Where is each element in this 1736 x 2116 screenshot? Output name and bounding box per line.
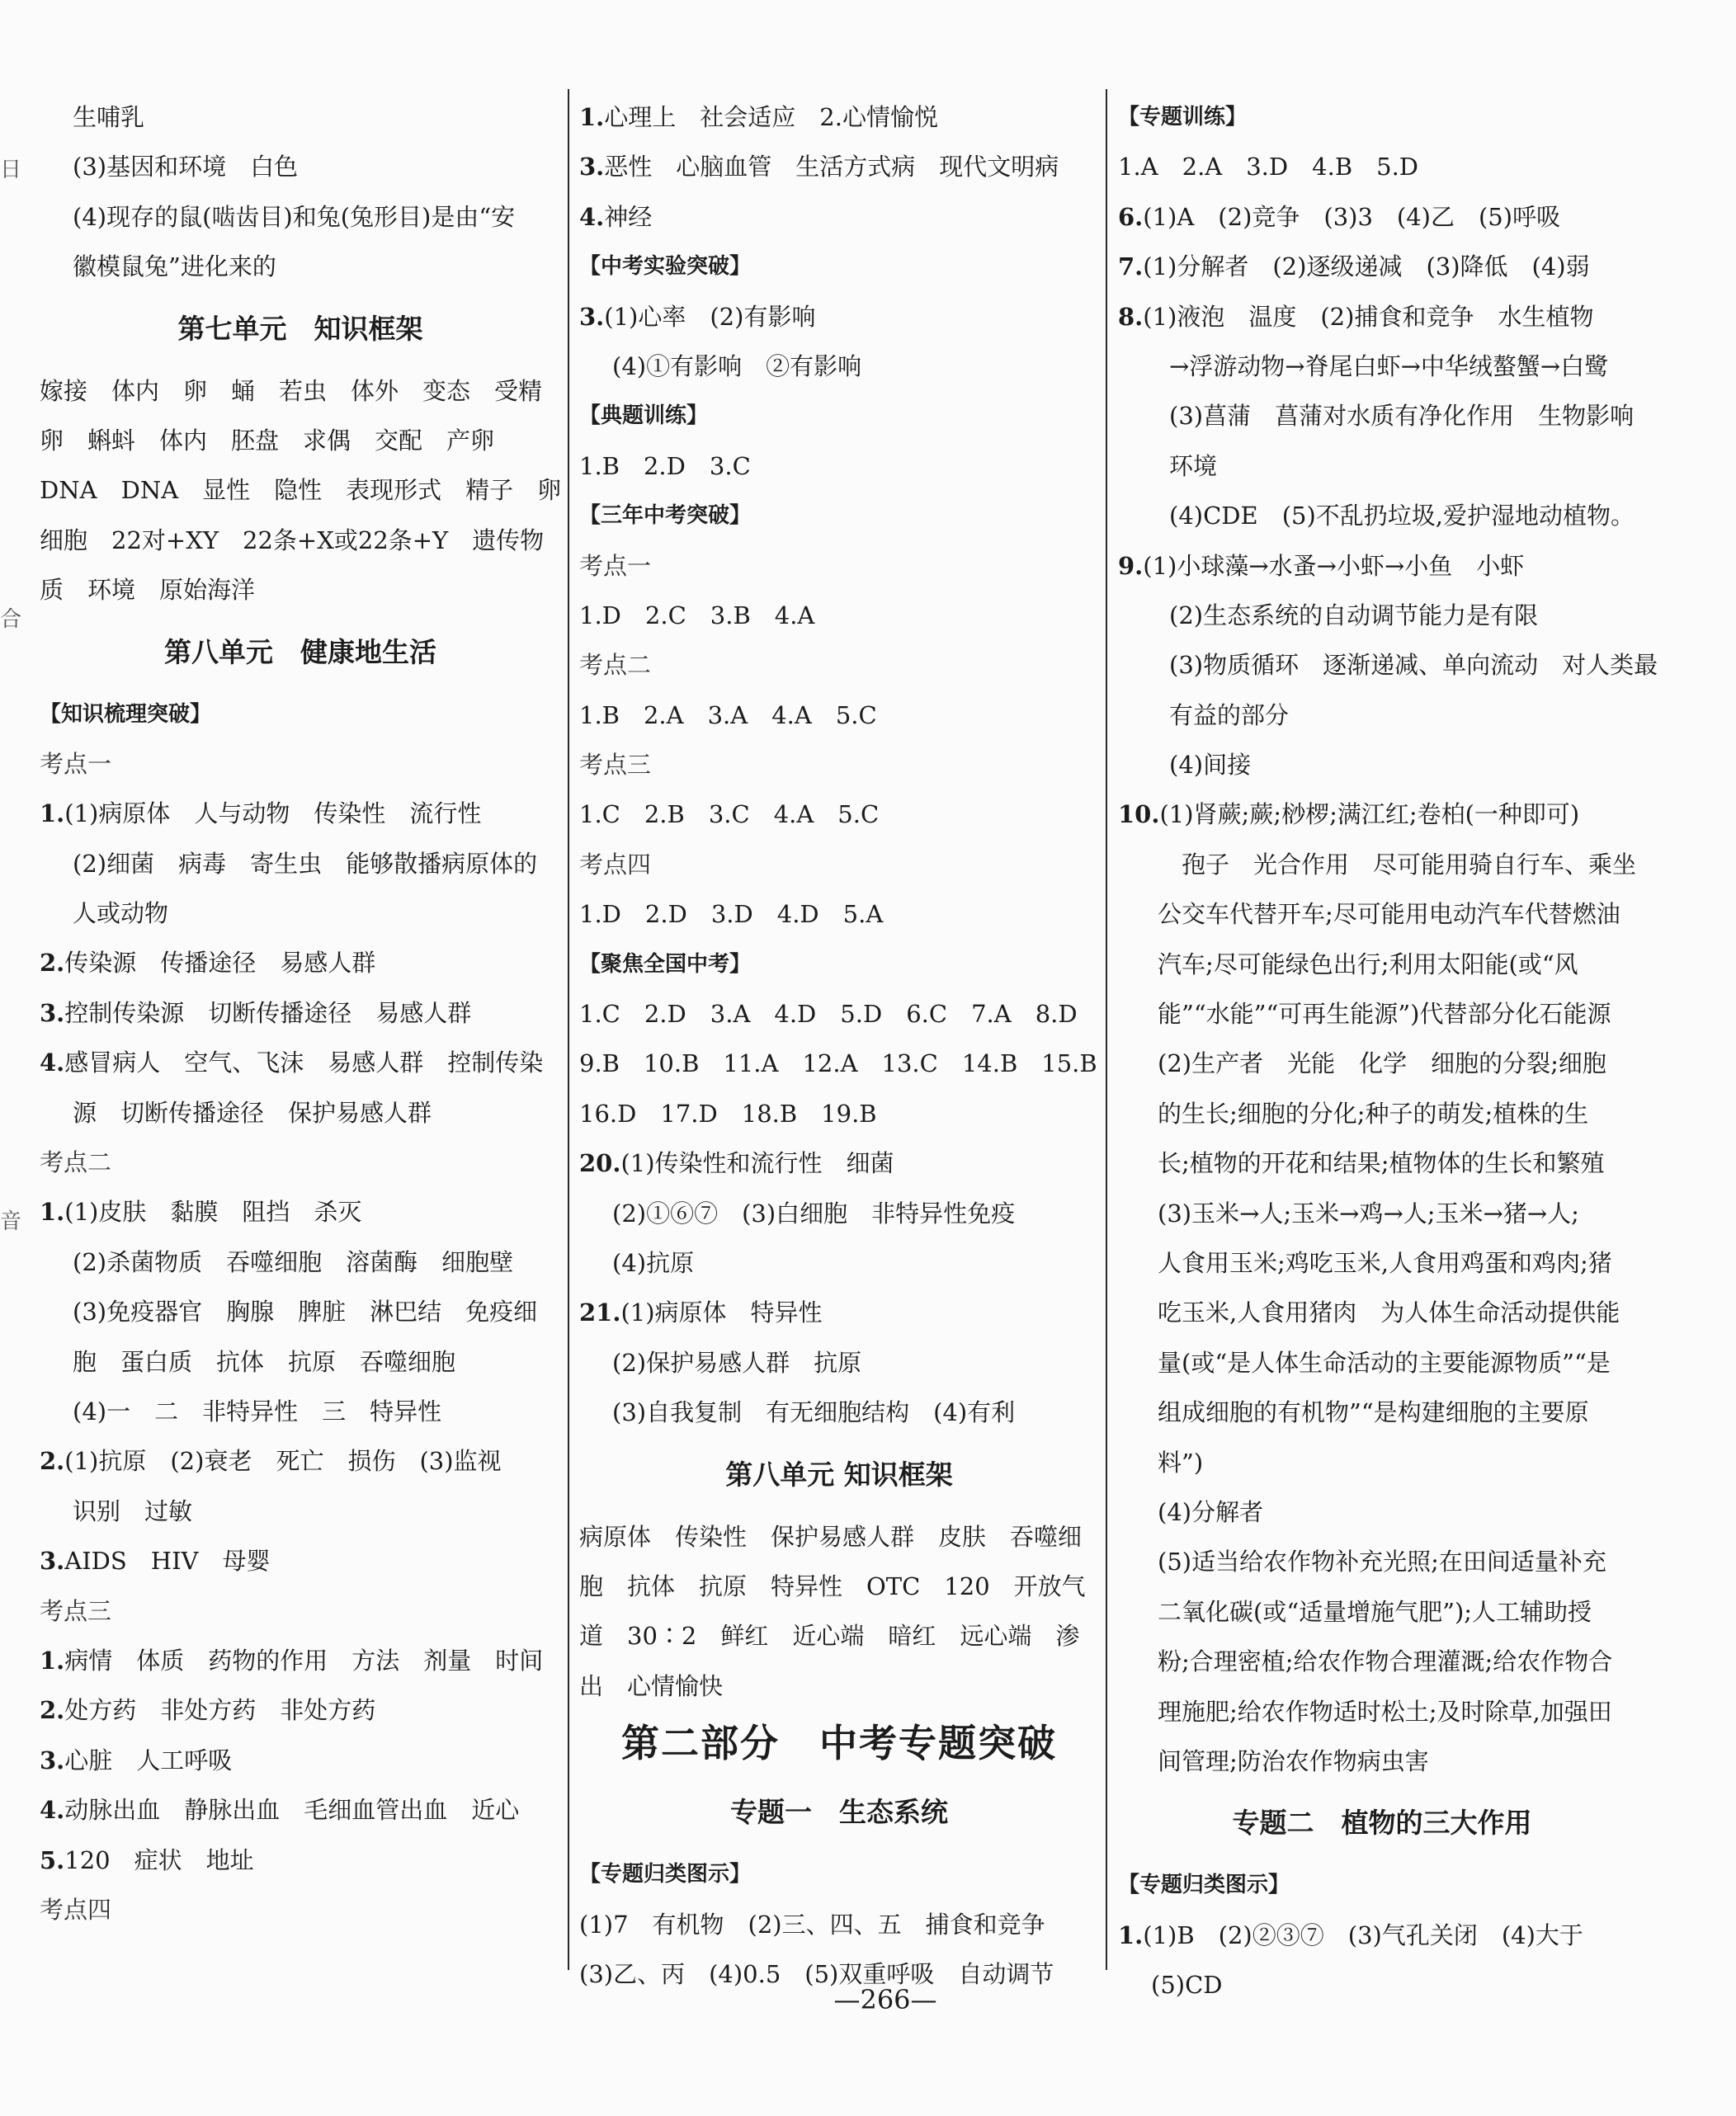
text-line [579, 192, 1099, 242]
text-line [1118, 690, 1646, 740]
line-text: 考点四 [40, 1895, 112, 1924]
text-line [40, 1685, 561, 1735]
line-text: (1)病原体 特异性 [620, 1298, 823, 1327]
kaodian-label [40, 1138, 561, 1187]
kaodian-label [579, 541, 1099, 591]
section-heading [40, 292, 561, 366]
text-line [1118, 789, 1646, 839]
text-line [1118, 889, 1646, 939]
section-heading [579, 1438, 1099, 1512]
text-line [579, 441, 1099, 491]
line-text: 出 心情愉快 [579, 1671, 724, 1700]
line-text: 1.C 2.B 3.C 4.A 5.C [579, 800, 880, 829]
line-text: 控制传染源 切断传播途径 易感人群 [64, 998, 472, 1027]
line-text: (4)现存的鼠(啮齿目)和兔(兔形目)是由“安 [73, 202, 516, 231]
text-line [40, 839, 561, 888]
answer-column-1 [40, 92, 561, 1935]
bracket-heading [579, 1850, 1099, 1899]
line-text: (1)病原体 人与动物 传染性 流行性 [64, 799, 482, 828]
text-line [579, 1900, 1099, 1949]
line-text: 徽模鼠兔”进化来的 [73, 252, 276, 281]
line-text: (1)A (2)竞争 (3)3 (4)乙 (5)呼吸 [1143, 202, 1561, 231]
line-text: 动脉出血 静脉出血 毛细血管出血 近心 [64, 1796, 520, 1825]
question-number: 2. [40, 1696, 65, 1725]
text-line [1118, 1637, 1646, 1686]
line-text: 神经 [604, 202, 653, 231]
text-line [40, 789, 561, 838]
text-line [1118, 1537, 1646, 1586]
text-line [40, 1636, 561, 1685]
line-text: (1)7 有机物 (2)三、四、五 捕食和竞争 [579, 1910, 1045, 1939]
topic-heading [579, 1775, 1099, 1850]
line-text: (1)皮肤 黏膜 阻挡 杀灭 [64, 1198, 362, 1227]
line-text: 1.B 2.D 3.C [579, 451, 751, 480]
line-text: 【典题训练】 [579, 403, 709, 429]
line-text: 理施肥;给农作物适时松土;及时除草,加强田 [1158, 1697, 1612, 1726]
text-line [40, 1038, 561, 1087]
text-line [1118, 1089, 1646, 1138]
line-text: 考点三 [40, 1596, 112, 1625]
text-line [579, 142, 1099, 191]
line-text: (1)分解者 (2)逐级递减 (3)降低 (4)弱 [1143, 252, 1590, 281]
line-text: 【专题归类图示】 [1118, 1873, 1290, 1898]
text-line [1118, 1438, 1646, 1487]
kaodian-label [579, 840, 1099, 889]
question-number: 4. [579, 202, 605, 231]
text-line [40, 1088, 561, 1138]
question-number: 4. [40, 1049, 65, 1077]
line-text: 识别 过敏 [73, 1496, 193, 1525]
question-number: 1. [579, 103, 605, 131]
line-text: 传染源 传播途径 易感人群 [64, 949, 376, 978]
section-heading [40, 615, 561, 690]
text-line [1118, 640, 1658, 690]
text-line [1118, 1039, 1646, 1088]
text-line [579, 92, 1099, 142]
question-number: 7. [1118, 252, 1144, 281]
line-text: 料”) [1158, 1448, 1204, 1477]
bracket-heading [579, 491, 1099, 540]
bracket-heading [579, 391, 1099, 441]
question-number: 1. [40, 1646, 65, 1675]
line-text: 感冒病人 空气、飞沫 易感人群 控制传染 [64, 1049, 544, 1077]
line-text: 16.D 17.D 18.B 19.B [579, 1099, 877, 1128]
line-text: (2)生态系统的自动调节能力是有限 [1169, 601, 1539, 629]
text-line [1118, 1288, 1646, 1337]
question-number: 2. [40, 949, 65, 978]
text-line [40, 888, 561, 938]
line-text: (2)生产者 光能 化学 细胞的分裂;细胞 [1158, 1049, 1606, 1078]
answer-column-2 [579, 92, 1099, 1999]
line-text: (3)基因和环境 白色 [73, 153, 299, 181]
line-text: 【三年中考突破】 [579, 503, 752, 529]
text-line [1118, 1737, 1646, 1786]
text-line [1118, 292, 1646, 342]
text-line [1118, 1388, 1646, 1437]
kaodian-label [40, 1586, 561, 1636]
text-line [40, 416, 561, 465]
question-number: 20. [579, 1149, 621, 1178]
text-line [40, 1736, 561, 1785]
text-line [40, 565, 561, 615]
question-number: 21. [579, 1298, 621, 1327]
text-line [579, 1089, 1099, 1138]
left-edge-fragment: 日 [0, 158, 22, 182]
kaodian-label [40, 739, 561, 789]
text-line [579, 342, 1099, 391]
left-edge-fragment: 音 [0, 1209, 22, 1234]
text-line [40, 1436, 561, 1486]
text-line [1118, 989, 1646, 1039]
line-text: (1)抗原 (2)衰老 死亡 损伤 (3)监视 [64, 1447, 502, 1476]
text-line [579, 789, 1099, 839]
line-text: 量(或“是人体生命活动的主要能源物质”“是 [1158, 1348, 1611, 1377]
text-line [1118, 242, 1646, 291]
column-divider [568, 89, 569, 1970]
text-line [1118, 1911, 1646, 1960]
line-text: 1.C 2.D 3.A 4.D 5.D 6.C 7.A 8.D [579, 1000, 1078, 1029]
line-text: 有益的部分 [1169, 700, 1290, 729]
text-line [40, 988, 561, 1038]
line-text: 考点一 [579, 551, 652, 580]
part-heading [579, 1711, 1099, 1775]
text-line [579, 1338, 1099, 1388]
text-line [1118, 940, 1646, 989]
line-text: 1.A 2.A 3.D 4.B 5.D [1118, 153, 1419, 181]
kaodian-label [40, 1885, 561, 1935]
line-text: 考点四 [579, 850, 652, 879]
line-text: (2)保护易感人群 抗原 [612, 1348, 862, 1377]
line-text: 恶性 心脑血管 生活方式病 现代文明病 [604, 153, 1059, 181]
text-line [40, 192, 561, 242]
text-line [1118, 1189, 1646, 1238]
text-line [579, 591, 1099, 640]
question-number: 1. [40, 799, 65, 828]
line-text: 心脏 人工呼吸 [64, 1746, 233, 1774]
text-line [579, 1388, 1099, 1437]
text-line [1118, 840, 1646, 889]
line-text: 源 切断传播途径 保护易感人群 [73, 1098, 432, 1127]
line-text: 的生长;细胞的分化;种子的萌发;植株的生 [1158, 1099, 1589, 1128]
line-text: DNA DNA 显性 隐性 表现形式 精子 卵 [40, 476, 562, 505]
line-text: 【聚焦全国中考】 [579, 951, 752, 977]
text-line [1118, 1587, 1646, 1637]
line-text: 【专题归类图示】 [579, 1862, 752, 1887]
text-line [579, 1562, 1099, 1611]
text-line [579, 690, 1099, 740]
text-line [40, 938, 561, 987]
text-line [1118, 342, 1646, 391]
line-text: 粉;合理密植;给农作物合理灌溉;给农作物合 [1158, 1647, 1613, 1676]
text-line [40, 1536, 561, 1586]
question-number: 3. [40, 998, 65, 1027]
question-number: 3. [40, 1547, 65, 1576]
left-edge-fragment: 合 [0, 607, 22, 632]
text-line [40, 1287, 561, 1336]
line-text: 心理上 社会适应 2.心情愉悦 [604, 103, 938, 131]
line-text: (2)①⑥⑦ (3)白细胞 非特异性免疫 [612, 1199, 1016, 1228]
text-line [1118, 1687, 1646, 1737]
line-text: 第八单元 健康地生活 [164, 635, 436, 668]
line-text: (4)一 二 非特异性 三 特异性 [73, 1397, 442, 1426]
line-text: (5)CD [1151, 1971, 1223, 2000]
line-text: (5)适当给农作物补充光照;在田间适量补充 [1158, 1548, 1606, 1576]
text-line [40, 465, 561, 515]
text-line [579, 292, 1099, 342]
bracket-heading [1118, 92, 1646, 142]
text-line [1118, 740, 1646, 789]
line-text: 【知识梳理突破】 [40, 701, 212, 727]
text-line [579, 889, 1099, 939]
text-line [579, 1512, 1099, 1562]
line-text: →浮游动物→脊尾白虾→中华绒螯蟹→白鹭 [1169, 351, 1609, 380]
text-line [579, 989, 1099, 1039]
bracket-heading [40, 690, 561, 739]
line-text: 二氧化碳(或“适量增施气肥”);人工辅助授 [1158, 1597, 1592, 1626]
page-number: —266— [833, 1984, 937, 2015]
line-text: (3)菖蒲 菖蒲对水质有净化作用 生物影响 [1169, 402, 1635, 431]
answer-column-3 [1118, 92, 1658, 2010]
line-text: 生哺乳 [73, 103, 145, 131]
line-text: 【中考实验突破】 [579, 254, 752, 280]
line-text: 考点二 [579, 651, 652, 680]
line-text: (4)①有影响 ②有影响 [612, 351, 862, 380]
line-text: 间管理;防治农作物病虫害 [1158, 1746, 1429, 1775]
question-number: 5. [40, 1845, 65, 1874]
line-text: 专题一 生态系统 [730, 1796, 948, 1829]
topic-heading [1118, 1786, 1646, 1860]
text-line [579, 1288, 1099, 1337]
line-text: AIDS HIV 母婴 [64, 1547, 271, 1576]
question-number: 10. [1118, 800, 1160, 829]
text-line [579, 1189, 1099, 1238]
question-number: 3. [579, 302, 605, 331]
line-text: (3)物质循环 逐渐递减、单向流动 对人类最 [1169, 651, 1658, 680]
line-text: 处方药 非处方药 非处方药 [64, 1696, 376, 1725]
line-text: (2)细菌 病毒 寄生虫 能够散播病原体的 [73, 849, 538, 878]
line-text: 考点三 [579, 751, 652, 780]
line-text: (4)抗原 [612, 1248, 695, 1277]
text-line [579, 1611, 1099, 1661]
line-text: 人食用玉米;鸡吃玉米,人食用鸡蛋和鸡肉;猪 [1158, 1248, 1612, 1277]
line-text: 环境 [1169, 451, 1218, 480]
column-divider [1106, 89, 1107, 1970]
text-line [1118, 491, 1646, 540]
line-text: (1)心率 (2)有影响 [604, 302, 816, 331]
text-line [40, 366, 561, 416]
text-line [1118, 192, 1646, 242]
line-text: (1)传染性和流行性 细菌 [620, 1149, 894, 1178]
line-text: 第二部分 中考专题突破 [621, 1721, 1057, 1766]
text-line [1118, 1238, 1646, 1288]
question-number: 1. [40, 1198, 65, 1227]
question-number: 4. [40, 1796, 65, 1825]
question-number: 6. [1118, 202, 1144, 231]
line-text: 1.D 2.D 3.D 4.D 5.A [579, 900, 884, 929]
line-text: 专题二 植物的三大作用 [1232, 1807, 1532, 1840]
line-text: 胞 蛋白质 抗体 抗原 吞噬细胞 [73, 1347, 456, 1376]
line-text: (1)B (2)②③⑦ (3)气孔关闭 (4)大于 [1143, 1920, 1583, 1949]
line-text: (3)乙、丙 (4)0.5 (5)双重呼吸 自动调节 [579, 1959, 1054, 1988]
line-text: 病情 体质 药物的作用 方法 剂量 时间 [64, 1646, 544, 1675]
text-line [579, 1138, 1099, 1188]
text-line [1118, 591, 1646, 640]
text-line [579, 1661, 1099, 1711]
line-text: 质 环境 原始海洋 [40, 576, 256, 605]
question-number: 2. [40, 1447, 65, 1476]
line-text: (1)液泡 温度 (2)捕食和竞争 水生植物 [1143, 302, 1594, 331]
line-text: 汽车;尽可能绿色出行;利用太阳能(或“风 [1158, 950, 1578, 978]
line-text: 【专题训练】 [1118, 105, 1248, 130]
text-line [1118, 142, 1646, 191]
line-text: (4)CDE (5)不乱扔垃圾,爱护湿地动植物。 [1169, 502, 1635, 530]
text-line [1118, 541, 1646, 591]
line-text: (4)间接 [1169, 751, 1252, 780]
text-line [1118, 1138, 1646, 1188]
line-text: 人或动物 [73, 899, 169, 928]
line-text: 胞 抗体 抗原 特异性 OTC 120 开放气 [579, 1572, 1086, 1600]
line-text: 组成细胞的有机物”“是构建细胞的主要原 [1158, 1398, 1589, 1427]
line-text: (3)玉米→人;玉米→鸡→人;玉米→猪→人; [1158, 1199, 1579, 1228]
kaodian-label [579, 640, 1099, 690]
line-text: 考点一 [40, 749, 112, 778]
line-text: 1.D 2.C 3.B 4.A [579, 601, 815, 629]
line-text: 第七单元 知识框架 [177, 312, 423, 345]
text-line [1118, 1487, 1646, 1537]
line-text: 长;植物的开花和结果;植物体的生长和繁殖 [1158, 1149, 1605, 1178]
line-text: 120 症状 地址 [64, 1845, 254, 1874]
line-text: 道 30∶2 鲜红 近心端 暗红 远心端 渗 [579, 1622, 1080, 1651]
text-line [1118, 1338, 1646, 1388]
line-text: (4)分解者 [1158, 1497, 1264, 1526]
bracket-heading [1118, 1860, 1646, 1910]
text-line [579, 1039, 1099, 1088]
text-line [40, 1387, 561, 1436]
line-text: (1)肾蕨;蕨;桫椤;满江红;卷柏(一种即可) [1159, 800, 1580, 829]
line-text: 1.B 2.A 3.A 4.A 5.C [579, 700, 877, 729]
bracket-heading [579, 940, 1099, 989]
text-line [40, 242, 561, 291]
line-text: (3)自我复制 有无细胞结构 (4)有利 [612, 1398, 1016, 1427]
bracket-heading [579, 242, 1099, 291]
line-text: 细胞 22对+XY 22条+X或22条+Y 遗传物 [40, 525, 545, 554]
line-text: (2)杀菌物质 吞噬细胞 溶菌酶 细胞壁 [73, 1247, 514, 1276]
line-text: (3)免疫器官 胸腺 脾脏 淋巴结 免疫细 [73, 1298, 538, 1327]
line-text: 嫁接 体内 卵 蛹 若虫 体外 变态 受精 [40, 376, 543, 405]
line-text: 能”“水能”“可再生能源”)代替部分化石能源 [1158, 1000, 1611, 1029]
text-line [40, 1836, 561, 1885]
kaodian-label [579, 740, 1099, 789]
text-line [1118, 441, 1646, 491]
text-line [40, 1785, 561, 1835]
question-number: 8. [1118, 302, 1144, 331]
line-text: 考点二 [40, 1148, 112, 1177]
line-text: (1)小球藻→水蚤→小虾→小鱼 小虾 [1143, 551, 1525, 580]
line-text: 公交车代替开车;尽可能用电动汽车代替燃油 [1158, 900, 1620, 929]
line-text: 病原体 传染性 保护易感人群 皮肤 吞噬细 [579, 1522, 1083, 1551]
text-line [1118, 391, 1646, 441]
line-text: 第八单元 知识框架 [725, 1458, 953, 1491]
text-line [40, 92, 561, 142]
line-text: 卵 蝌蚪 体内 胚盘 求偶 交配 产卵 [40, 426, 495, 455]
text-line [1118, 1960, 1646, 2010]
text-line [579, 1238, 1099, 1288]
question-number: 3. [579, 153, 605, 181]
question-number: 1. [1118, 1920, 1144, 1949]
line-text: 孢子 光合作用 尽可能用骑自行车、乘坐 [1158, 850, 1637, 879]
line-text: 9.B 10.B 11.A 12.A 13.C 14.B 15.B [579, 1049, 1097, 1078]
text-line [40, 1487, 561, 1536]
text-line [40, 516, 561, 565]
text-line [40, 1187, 561, 1237]
text-line [40, 1337, 561, 1387]
text-line [40, 1237, 561, 1287]
line-text: 吃玉米,人食用猪肉 为人体生命活动提供能 [1158, 1298, 1620, 1327]
question-number: 9. [1118, 551, 1144, 580]
text-line [40, 142, 561, 191]
question-number: 3. [40, 1746, 65, 1774]
